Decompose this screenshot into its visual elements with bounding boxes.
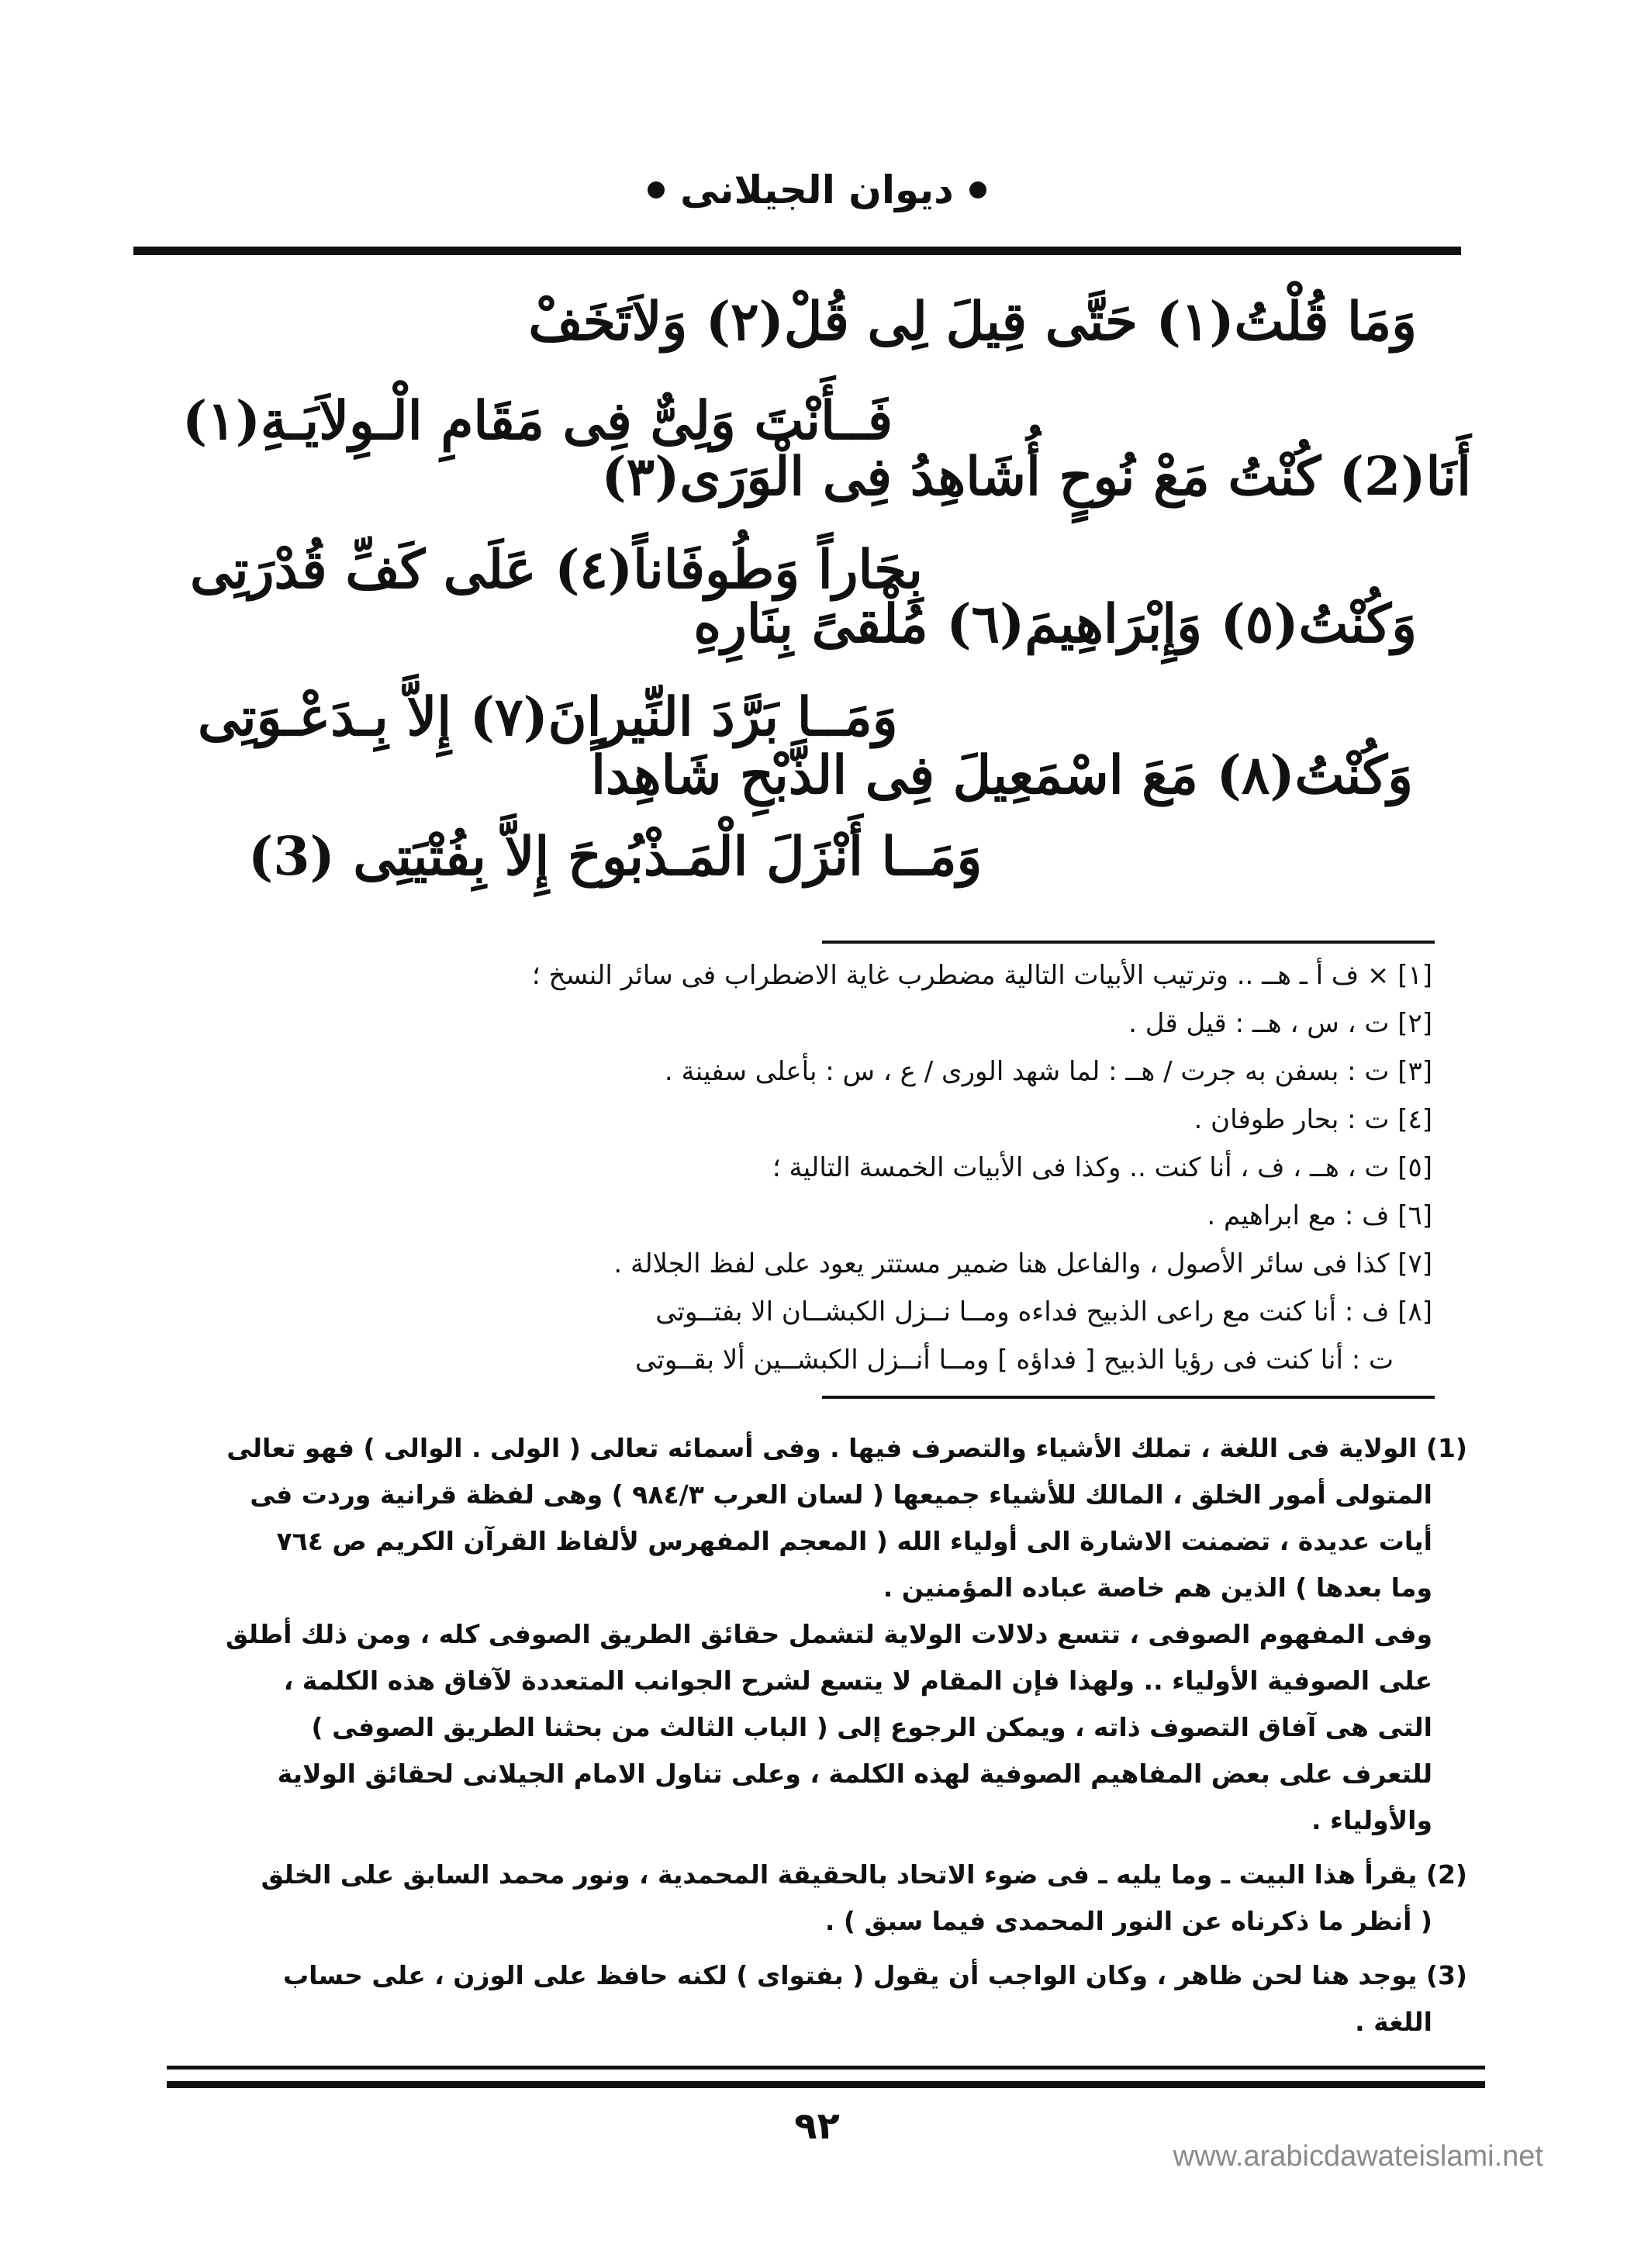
footnote-2-line-1: (2) يقرأ هذا البيت ـ وما يليه ـ فى ضوء الاتحاد بالحقيقة المحمدية ، ونور محمد السابق على الخلق [261, 1859, 1467, 1890]
footnote-1-line-1: (1) الولاية فى اللغة ، تملك الأشياء والتصرف فيها . وفى أسمائه تعالى ( الولى . الوالى ) فهو تعالى [226, 1433, 1467, 1463]
variant-note-4: [٤] ت : بحار طوفان . [1194, 1104, 1432, 1135]
variant-note-8-alt: ت : أنا كنت فى رؤيا الذبيح [ فداؤه ] ومــا أنــزل الكبشــين ألا بقــوتى [635, 1345, 1394, 1376]
footnote-1-line-7: التى هى آفاق التصوف ذاته ، ويمكن الرجوع إلى ( الباب الثالث من بحثنا الطريق الصوفى ) [311, 1712, 1432, 1742]
variant-note-7: [٧] كذا فى سائر الأصول ، والفاعل هنا ضمير مستتر يعود على لفظ الجلالة . [613, 1248, 1432, 1279]
footer-rule-thick [167, 2081, 1485, 2088]
page-number: ٩٢ [794, 2104, 840, 2148]
bullet-icon [969, 181, 986, 198]
poem-verse-2a: أَنَا(2) كُنْتُ مَعْ نُوحٍ أُشَاهِدُ فِى الْوَرَى(٣) [601, 446, 1471, 508]
watermark-url: www.arabicdawateislami.net [1173, 2140, 1543, 2173]
variant-note-5: [٥] ت ، هــ ، ف ، أنا كنت .. وكذا فى الأبيات الخمسة التالية ؛ [772, 1152, 1432, 1183]
variant-note-1: [١] × ف أ ـ هــ .. وترتيب الأبيات التالية مضطرب غاية الاضطراب فى سائر النسخ ؛ [531, 960, 1432, 991]
poem-verse-4b: وَمَــا أَنْزَلَ الْمَـذْبُوحَ إِلاَّ بِفُتْيَتِى (3) [248, 826, 983, 888]
header-rule [133, 247, 1461, 255]
bullet-icon [648, 181, 665, 198]
footnote-1-line-6: على الصوفية الأولياء .. ولهذا فإن المقام لا يتسع لشرح الجوانب المتعددة لآفاق هذه الكلمة ، [283, 1666, 1432, 1696]
header-title: ديوان الجيلانى [680, 167, 954, 212]
poem-verse-2b: بِحَاراً وَطُوفَاناً(٤) عَلَى كَفِّ قُدْرَتِى [190, 539, 923, 601]
footnote-3-line-2: اللغة . [1355, 2007, 1432, 2037]
variant-note-2: [٢] ت ، س ، هــ : قيل قل . [1128, 1008, 1432, 1039]
footnote-1-line-9: والأولياء . [1311, 1805, 1432, 1835]
variant-note-8: [٨] ف : أنا كنت مع راعى الذبيح فداءه ومــا نــزل الكبشــان الا بفتــوتى [655, 1296, 1432, 1327]
variants-end-rule [822, 1396, 1435, 1399]
poem-verse-3a: وَكُنْتُ(٥) وَإِبْرَاهِيمَ(٦) مُلْقىً بِنَارِهِ [693, 593, 1417, 655]
variant-note-6: [٦] ف : مع ابراهيم . [1207, 1200, 1432, 1231]
footnote-3-line-1: (3) يوجد هنا لحن ظاهر ، وكان الواجب أن يقول ( بفتواى ) لكنه حافظ على الوزن ، على حساب [282, 1960, 1467, 1990]
footnote-1-line-8: للتعرف على بعض المفاهيم الصوفية لهذه الكلمة ، وعلى تناول الامام الجيلانى لحقائق الولاية [277, 1759, 1432, 1789]
poem-verse-1b: فَــأَنْتَ وَلِىٌّ فِى مَقَامِ الْـوِلاَيَـةِ(١) [182, 390, 893, 452]
poem-verse-1a: وَمَا قُلْتُ(١) حَتَّى قِيلَ لِى قُلْ(٢) وَلاَتَخَفْ [528, 291, 1417, 353]
running-header [0, 167, 1634, 213]
footnote-1-line-4: وما بعدها ) الذين هم خاصة عباده المؤمنين . [883, 1572, 1432, 1603]
footnote-1-line-5: وفى المفهوم الصوفى ، تتسع دلالات الولاية لتشمل حقائق الطريق الصوفى كله ، ومن ذلك أطلق [225, 1619, 1432, 1649]
poem-verse-3b: وَمَــا بَرَّدَ النِّيرانَ(٧) إِلاَّ بِـدَعْـوَتِى [198, 686, 898, 748]
footer-rule-thin [167, 2066, 1485, 2070]
footnote-1-line-2: المتولى أمور الخلق ، المالك للأشياء جميعها ( لسان العرب ٩٨٤/٣ ) وهى لفظة قرانية وردت فى [250, 1479, 1432, 1510]
poem-verse-4a: وَكُنْتُ(٨) مَعَ اسْمَعِيلَ فِى الذَّبْحِ شَاهِداً [591, 744, 1413, 806]
footnote-2-line-2: ( أنظر ما ذكرناه عن النور المحمدى فيما سبق ) . [824, 1906, 1432, 1936]
footnote-1-line-3: أيات عديدة ، تضمنت الاشارة الى أولياء الله ( المعجم المفهرس لألفاظ القرآن الكريم ص ٧٦٤ [276, 1526, 1432, 1556]
variants-rule [822, 941, 1435, 944]
variant-note-3: [٣] ت : بسفن به جرت / هــ : لما شهد الورى / ع ، س : بأعلى سفينة . [664, 1056, 1432, 1087]
